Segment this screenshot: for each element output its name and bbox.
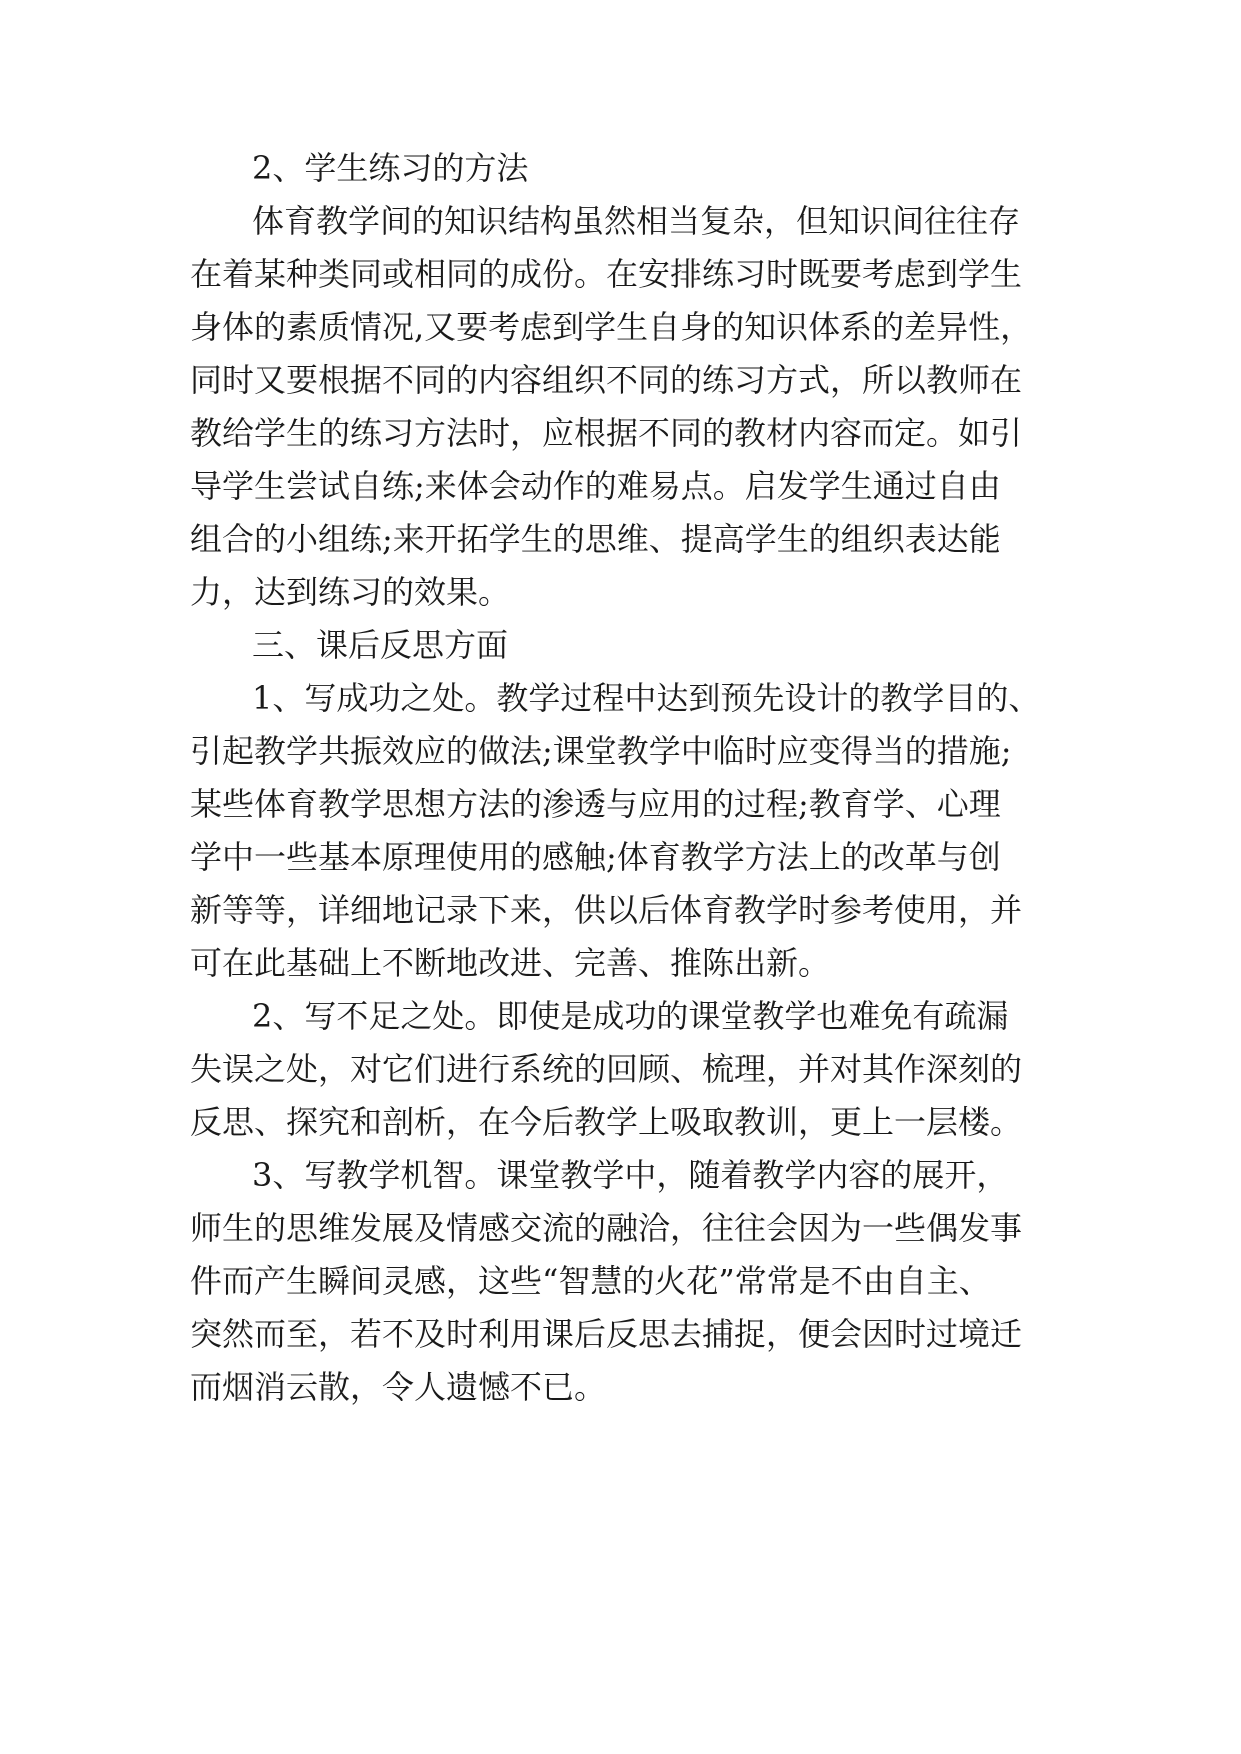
paragraph-line: 而烟消云散，令人遗憾不已。 — [190, 1368, 607, 1406]
paragraph-line: 可在此基础上不断地改进、完善、推陈出新。 — [190, 944, 831, 982]
paragraph-line: 失误之处，对它们进行系统的回顾、梳理，并对其作深刻的 — [190, 1050, 1023, 1088]
paragraph-line: 力，达到练习的效果。 — [190, 573, 511, 611]
paragraph-line: 新等等，详细地记录下来，供以后体育教学时参考使用，并 — [190, 891, 1023, 929]
paragraph-line: 体育教学间的知识结构虽然相当复杂，但知识间往往存 — [252, 202, 1021, 240]
paragraph-line: 3、写教学机智。课堂教学中，随着教学内容的展开， — [252, 1156, 1009, 1194]
paragraph-line: 1、写成功之处。教学过程中达到预先设计的教学目的、 — [252, 679, 1041, 717]
paragraph-line: 2、写不足之处。即使是成功的课堂教学也难免有疏漏 — [252, 997, 1009, 1035]
paragraph-line: 身体的素质情况,又要考虑到学生自身的知识体系的差异性， — [190, 308, 1033, 346]
paragraph-line: 学中一些基本原理使用的感触;体育教学方法上的改革与创 — [190, 838, 1001, 876]
paragraph-line: 导学生尝试自练;来体会动作的难易点。启发学生通过自由 — [190, 467, 1001, 505]
paragraph-line: 突然而至，若不及时利用课后反思去捕捉，便会因时过境迁 — [190, 1315, 1023, 1353]
section-heading-reflection: 三、课后反思方面 — [252, 626, 509, 664]
paragraph-line: 教给学生的练习方法时，应根据不同的教材内容而定。如引 — [190, 414, 1023, 452]
subheading-practice-method: 2、学生练习的方法 — [252, 149, 529, 187]
paragraph-line: 反思、探究和剖析，在今后教学上吸取教训，更上一层楼。 — [190, 1103, 1023, 1141]
paragraph-line: 组合的小组练;来开拓学生的思维、提高学生的组织表达能 — [190, 520, 1001, 558]
paragraph-line: 某些体育教学思想方法的渗透与应用的过程;教育学、心理 — [190, 785, 1001, 823]
paragraph-line: 件而产生瞬间灵感，这些“智慧的火花”常常是不由自主、 — [190, 1262, 991, 1300]
paragraph-line: 在着某种类同或相同的成份。在安排练习时既要考虑到学生 — [190, 255, 1023, 293]
paragraph-line: 师生的思维发展及情感交流的融洽，往往会因为一些偶发事 — [190, 1209, 1023, 1247]
paragraph-line: 引起教学共振效应的做法;课堂教学中临时应变得当的措施; — [190, 732, 1012, 770]
paragraph-line: 同时又要根据不同的内容组织不同的练习方式，所以教师在 — [190, 361, 1023, 399]
